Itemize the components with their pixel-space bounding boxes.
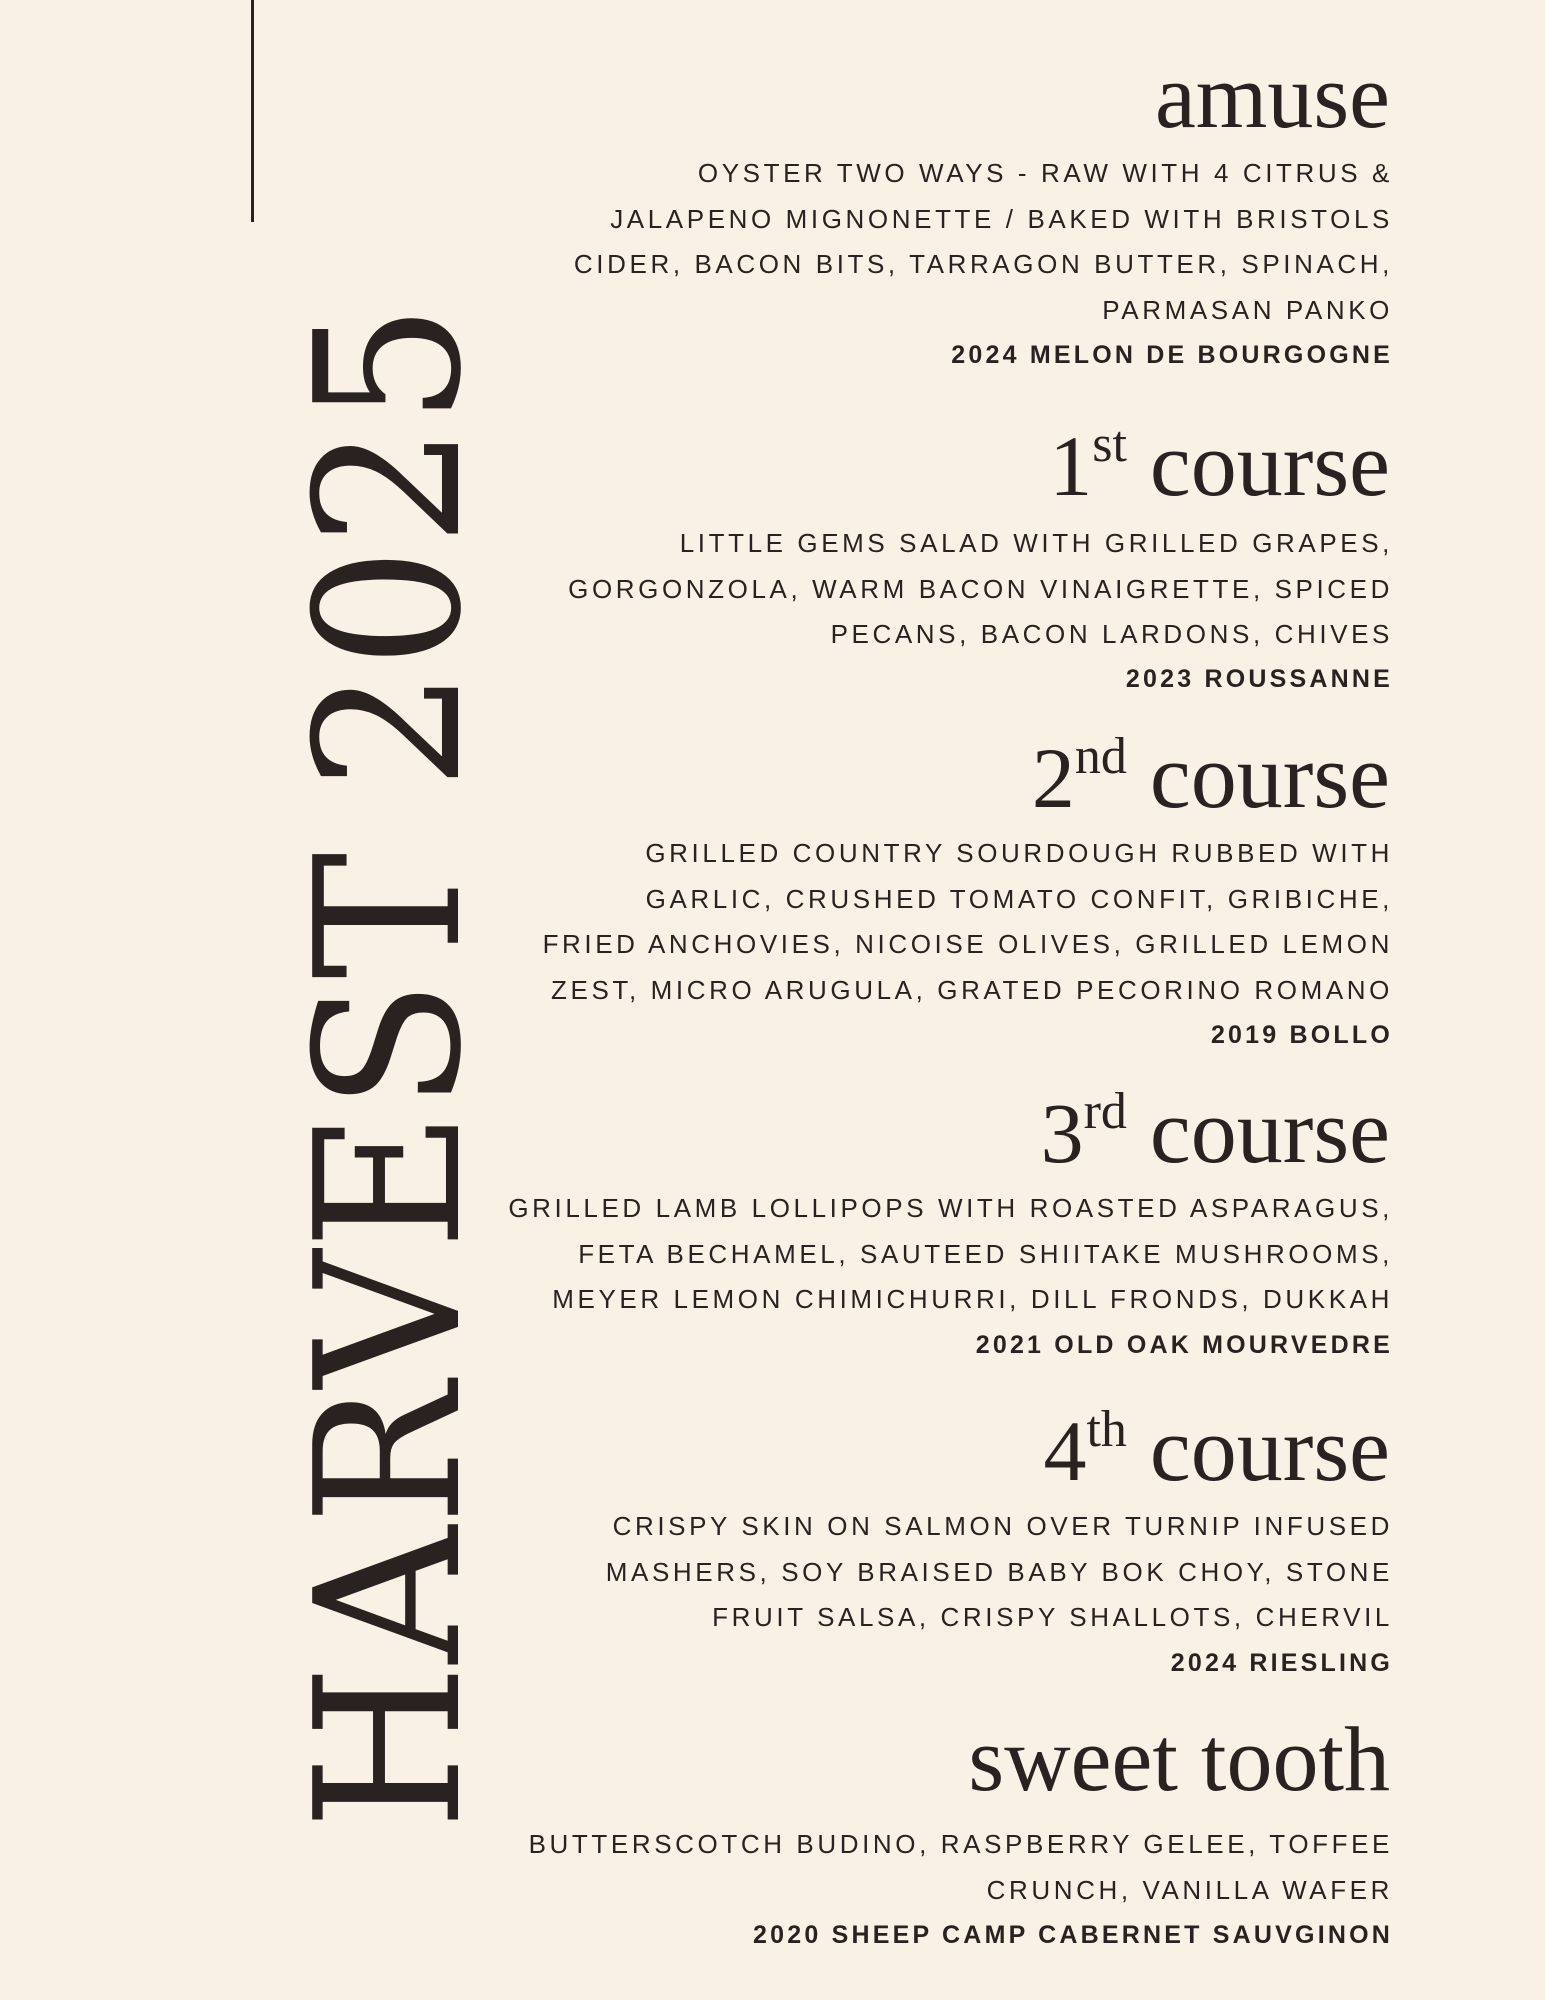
description-line: LITTLE GEMS SALAD WITH GRILLED GRAPES, [679, 528, 1393, 558]
description-line: CIDER, BACON BITS, TARRAGON BUTTER, SPINACH, [573, 249, 1393, 279]
course-ordinal-suffix: nd [1074, 728, 1127, 785]
vertical-divider-line [251, 0, 254, 222]
wine-pairing-1st: 2023 ROUSSANNE [1125, 665, 1393, 693]
course-description-amuse [493, 151, 1393, 333]
course-title-4th [1043, 1398, 1390, 1500]
description-line: PARMASAN PANKO [1102, 294, 1393, 325]
course-ordinal: 1 [1049, 418, 1093, 514]
description-line: MASHERS, SOY BRAISED BABY BOK CHOY, STONE [605, 1556, 1393, 1587]
course-title-text: amuse [1154, 45, 1390, 147]
course-title-3rd [1040, 1080, 1390, 1182]
wine-pairing-sweet-tooth: 2020 SHEEP CAMP CABERNET SAUVGINON [753, 1921, 1393, 1949]
side-title-text: HARVEST 2025 [273, 302, 506, 1830]
description-line: FRUIT SALSA, CRISPY SHALLOTS, CHERVIL [712, 1602, 1393, 1632]
wine-pairing-amuse: 2024 MELON DE BOURGOGNE [951, 341, 1393, 369]
course-title-text: course [1149, 1398, 1390, 1500]
course-ordinal-suffix: th [1086, 1401, 1127, 1458]
description-line: CRUNCH, VANILLA WAFER [986, 1874, 1393, 1905]
description-line: OYSTER TWO WAYS - RAW WITH 4 CITRUS & [697, 158, 1393, 188]
course-ordinal-suffix: rd [1083, 1083, 1127, 1140]
description-line: MEYER LEMON CHIMICHURRI, DILL FRONDS, DUKKAH [552, 1284, 1393, 1314]
course-ordinal-suffix: st [1092, 416, 1127, 473]
wine-pairing-2nd: 2019 BOLLO [1210, 1021, 1393, 1049]
course-description-sweet-tooth [493, 1822, 1393, 1913]
course-ordinal: 3 [1040, 1085, 1084, 1181]
course-title-amuse [1154, 45, 1390, 147]
wine-pairing-3rd: 2021 OLD OAK MOURVEDRE [975, 1331, 1393, 1359]
description-line: GARLIC, CRUSHED TOMATO CONFIT, GRIBICHE, [645, 883, 1393, 914]
course-ordinal: 4 [1043, 1403, 1087, 1499]
course-description-4th [493, 1504, 1393, 1641]
description-line: JALAPENO MIGNONETTE / BAKED WITH BRISTOLS [610, 203, 1393, 234]
course-title-text: course [1149, 413, 1390, 515]
description-line: BUTTERSCOTCH BUDINO, RASPBERRY GELEE, TOFFEE [528, 1829, 1393, 1859]
description-line: FETA BECHAMEL, SAUTEED SHIITAKE MUSHROOMS, [578, 1238, 1393, 1269]
wine-pairing-4th: 2024 RIESLING [1170, 1649, 1393, 1677]
course-title-text: course [1149, 1080, 1390, 1182]
description-line: CRISPY SKIN ON SALMON OVER TURNIP INFUSED [612, 1511, 1393, 1541]
course-title-text: sweet tooth [968, 1708, 1390, 1810]
course-title-1st [1049, 413, 1390, 515]
description-line: ZEST, MICRO ARUGULA, GRATED PECORINO ROMANO [551, 974, 1393, 1005]
description-line: GRILLED COUNTRY SOURDOUGH RUBBED WITH [645, 838, 1393, 868]
side-title [273, 222, 506, 1830]
description-line: PECANS, BACON LARDONS, CHIVES [830, 619, 1393, 649]
course-ordinal: 2 [1031, 730, 1075, 826]
course-description-3rd [493, 1186, 1393, 1323]
course-title-text: course [1149, 725, 1390, 827]
description-line: GORGONZOLA, WARM BACON VINAIGRETTE, SPICED [568, 573, 1393, 604]
description-line: GRILLED LAMB LOLLIPOPS WITH ROASTED ASPARAGUS, [508, 1193, 1393, 1223]
course-description-1st [493, 521, 1393, 658]
course-title-sweet-tooth [968, 1708, 1390, 1810]
description-line: FRIED ANCHOVIES, NICOISE OLIVES, GRILLED LEMON [542, 929, 1393, 959]
course-title-2nd [1031, 725, 1390, 827]
course-description-2nd [493, 831, 1393, 1013]
